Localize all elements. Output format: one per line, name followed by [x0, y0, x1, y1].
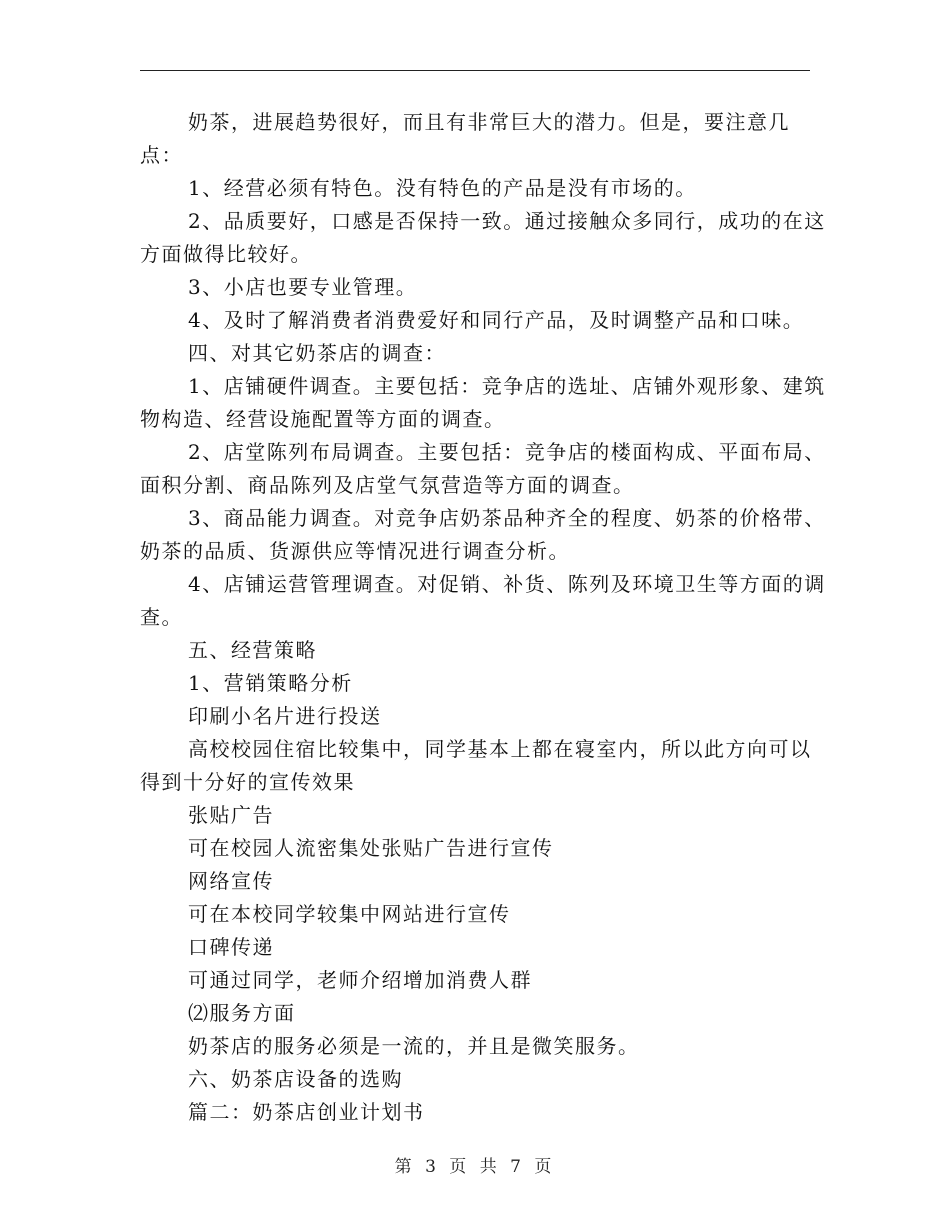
paragraph: 网络宣传 [188, 869, 274, 893]
paragraph: 可在本校同学较集中网站进行宣传 [188, 902, 511, 926]
subsection-heading: ⑵服务方面 [188, 1001, 296, 1025]
paragraph: 2、店堂陈列布局调查。主要包括：竞争店的楼面构成、平面布局、面积分割、商品陈列及店堂气氛营造等方面的调查。 [140, 440, 826, 497]
paragraph: 1、店铺硬件调查。主要包括：竞争店的选址、店铺外观形象、建筑物构造、经营设施配置等方面的调查。 [140, 374, 826, 431]
paragraph: 2、品质要好，口感是否保持一致。通过接触众多同行，成功的在这方面做得比较好。 [140, 209, 826, 266]
paragraph: 奶茶，进展趋势很好，而且有非常巨大的潜力。但是，要注意几点： [140, 110, 790, 167]
section-heading: 六、奶茶店设备的选购 [188, 1067, 403, 1091]
paragraph: 印刷小名片进行投送 [188, 704, 382, 728]
subsection-heading: 1、营销策略分析 [188, 671, 353, 695]
paragraph: 口碑传递 [188, 935, 274, 959]
header-rule [140, 70, 810, 71]
paragraph: 可通过同学，老师介绍增加消费人群 [188, 968, 532, 992]
paragraph: 3、小店也要专业管理。 [188, 275, 418, 299]
paragraph: 奶茶店的服务必须是一流的，并且是微笑服务。 [188, 1034, 640, 1058]
section-heading: 四、对其它奶茶店的调查： [188, 341, 446, 365]
paragraph: 高校校园住宿比较集中，同学基本上都在寝室内，所以此方向可以得到十分好的宣传效果 [140, 737, 812, 794]
section-heading: 篇二：奶茶店创业计划书 [188, 1100, 425, 1124]
document-body [140, 106, 830, 1129]
paragraph: 4、店铺运营管理调查。对促销、补货、陈列及环境卫生等方面的调查。 [140, 572, 826, 629]
paragraph: 1、经营必须有特色。没有特色的产品是没有市场的。 [188, 176, 697, 200]
paragraph: 3、商品能力调查。对竞争店奶茶品种齐全的程度、奶茶的价格带、奶茶的品质、货源供应等情况进行调查分析。 [140, 506, 826, 563]
section-heading: 五、经营策略 [188, 638, 317, 662]
page-number-footer: 第 3 页 共 7 页 [394, 1157, 556, 1177]
paragraph: 张贴广告 [188, 803, 274, 827]
paragraph: 可在校园人流密集处张贴广告进行宣传 [188, 836, 554, 860]
paragraph: 4、及时了解消费者消费爱好和同行产品，及时调整产品和口味。 [188, 308, 805, 332]
